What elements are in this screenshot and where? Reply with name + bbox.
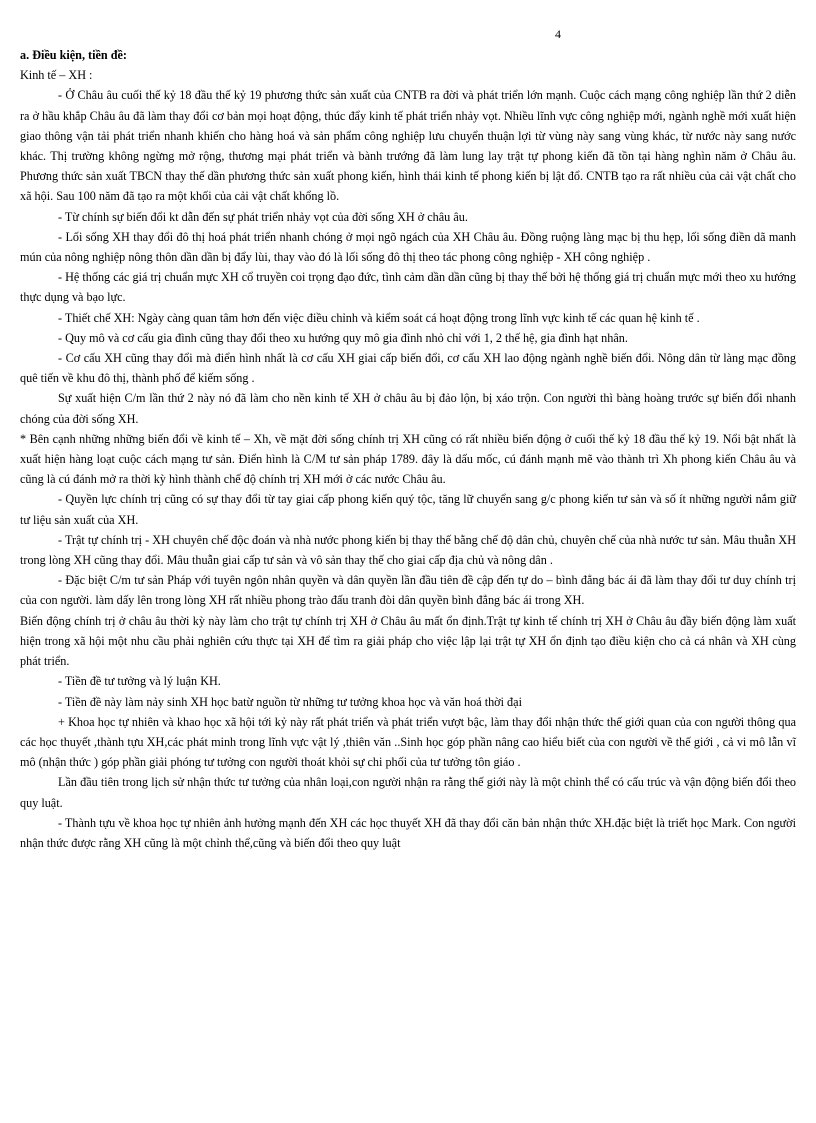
paragraph: Biến động chính trị ở châu âu thời kỳ này làm cho trật tự chính trị XH ở Châu âu mất ổn định.Trật tự kinh tế chính trị XH ở Châu âu đầy biến động làm xuất hiện trong xã hội một nhu cầu phải nghiên cứu thực tại XH để tìm ra giải pháp cho việc lập lại trật tự XH ổn định tạo điều kiện cho cả cá nhân và XH cùng phát triển.	[20, 613, 796, 669]
paragraph: - Từ chính sự biến đổi kt dẫn đến sự phát triển nhảy vọt của đời sống XH ở châu âu.	[58, 209, 468, 224]
paragraph: - Hệ thống các giá trị chuẩn mực XH cổ truyền coi trọng đạo đức, tình cảm dần dần cũng bị thay thế bởi hệ thống giá trị chuẩn mực mới theo xu hướng thực dụng và bạo lực.	[20, 270, 796, 305]
paragraph: - Thành tựu về khoa học tự nhiên ảnh hưởng mạnh đến XH các học thuyết XH đã thay đổi căn bản nhận thức XH.đặc biệt là triết học Mark. Con người nhận thức được rằng XH cũng là một chỉnh thể,cũng và biến đổi theo quy luật	[20, 815, 796, 850]
paragraph: * Bên cạnh những những biến đổi về kinh tế – Xh, về mặt đời sống chính trị XH cũng có rất nhiều biến động ở cuối thế kỷ 18 đầu thế kỷ 19. Nổi bật nhất là xuất hiện hàng loạt cuộc cách mạng tư sản. Điển hình là C/M tư sản pháp 1789. đây là dấu mốc, cú đánh mạnh mẽ vào thành trì Xh phong kiến Châu âu và cũng là cú đánh mở ra thời kỳ hình thành chế độ chính trị XH mới ở các nước Châu âu.	[20, 431, 796, 487]
section-heading: a. Điều kiện, tiền đề:	[20, 48, 127, 62]
page-number: 4	[555, 27, 561, 41]
paragraph: Sự xuất hiện C/m lần thứ 2 này nó đã làm cho nền kinh tế XH ở châu âu bị đảo lộn, bị xáo trộn. Con người thì bàng hoàng trước sự biến đổi nhanh chóng của đời sống XH.	[20, 391, 796, 426]
paragraph: - Trật tự chính trị - XH chuyên chế độc đoán và nhà nước phong kiến bị thay thế bằng chế độ dân chủ, chuyên chế của nhà nước tư sản. Mâu thuẫn XH trong lòng XH cũng thay đổi. Mâu thuẫn giai cấp tư sản và vô sản thay thế cho giai cấp địa chủ và nông dân .	[20, 532, 796, 568]
paragraph: - Đặc biệt C/m tư sản Pháp với tuyên ngôn nhân quyền và dân quyền lần đầu tiên đề cập đến tự do – bình đẳng bác ái đã làm thay đổi tư duy chính trị của con người. làm dấy lên trong lòng XH rất nhiều phong trào đấu tranh đòi dân quyền bình đẳng bác ái trong XH.	[20, 573, 796, 608]
paragraph: - Tiền đề tư tưởng và lý luận KH.	[58, 674, 221, 689]
paragraph: - Quyền lực chính trị cũng có sự thay đổi từ tay giai cấp phong kiến quý tộc, tăng lữ chuyển sang g/c phong kiến tư sản và số ít những người nắm giữ tư liệu sản xuất của XH.	[20, 492, 796, 527]
paragraph: - Cơ cấu XH cũng thay đổi mà điển hình nhất là cơ cấu XH giai cấp biến đổi, cơ cấu XH lao động ngành nghề biến đổi. Nông dân từ làng mạc đồng quê tiến về khu đô thị, thành phố để kiếm sống .	[20, 351, 796, 386]
paragraph: - Quy mô và cơ cấu gia đình cũng thay đổi theo xu hướng quy mô gia đình nhỏ chỉ với 1, 2 thế hệ, gia đình hạt nhân.	[58, 330, 628, 345]
paragraph: - Thiết chế XH: Ngày càng quan tâm hơn đến việc điều chỉnh và kiểm soát cá hoạt động trong lĩnh vực kinh tế các quan hệ kinh tế .	[58, 310, 700, 325]
paragraph: - Tiền đề này làm nảy sinh XH học batừ nguồn từ những tư tưởng khoa học và văn hoá thời đại	[58, 694, 522, 709]
subsection-heading: Kinh tế – XH :	[20, 68, 93, 83]
paragraph: - Ở Châu âu cuối thế kỷ 18 đầu thế kỷ 19 phương thức sản xuất của CNTB ra đời và phát triển lớn mạnh. Cuộc cách mạng công nghiệp lần thứ 2 diễn ra ở hầu khắp Châu âu đã làm thay đổi cơ bản mọi hoạt động, thúc đẩy kinh tế phát triển nhảy vọt. Nhiều lĩnh vực công nghiệp mới, ngành nghề mới xuất hiện giao thông vận tải phát triển nhanh khiến cho hàng hoá và sản phẩm công nghiệp lưu chuyển thuận lợi từ vùng này sang vùng khác, từ nước này sang nước khác. Thị trường không ngừng mở rộng, thương mại phát triển và bành trướng đã làm lung lay trật tự phong kiến đã tồn tại hàng nghìn năm ở Châu âu. Phương thức sản xuất TBCN thay thế dần phương thức sản xuất phong kiến, hình thái kinh tế phong kiến bị lật đổ. CNTB tạo ra rất nhiều của cải vật chất cho xã hội. Sau 100 năm đã tạo ra một khối của cải vật chất khổng lồ.	[20, 88, 796, 204]
paragraph: Lần đầu tiên trong lịch sử nhận thức tư tưởng của nhân loại,con người nhận ra rằng thế giới này là một chỉnh thể có cấu trúc và vận động biến đổi theo quy luật.	[20, 775, 796, 810]
paragraph: + Khoa học tự nhiên và khao học xã hội tới kỷ này rất phát triển và phát triển vượt bậc, làm thay đổi nhận thức thế giới quan của con người thông qua các học thuyết ,thành tựu XH,các phát minh trong lĩnh vực vật lý ,thiên văn ..Sinh học góp phần nâng cao hiểu biết của con người về thế giới , cả vi mô lẫn vĩ mô (nhận thức ) góp phần giải phóng tư tưởng con người thoát khỏi sự chi phối của tư tưởng tôn giáo .	[20, 714, 796, 770]
page-body	[20, 45, 796, 853]
paragraph: - Lối sống XH thay đổi đô thị hoá phát triển nhanh chóng ở mọi ngõ ngách của XH Châu âu. Đồng ruộng làng mạc bị thu hẹp, lối sống điền dã manh mún của nông nghiệp nông thôn dần dần bị đẩy lùi, thay vào đó là lối sống đô thị theo tác phong công nghiệp - XH công nghiệp .	[20, 229, 796, 265]
